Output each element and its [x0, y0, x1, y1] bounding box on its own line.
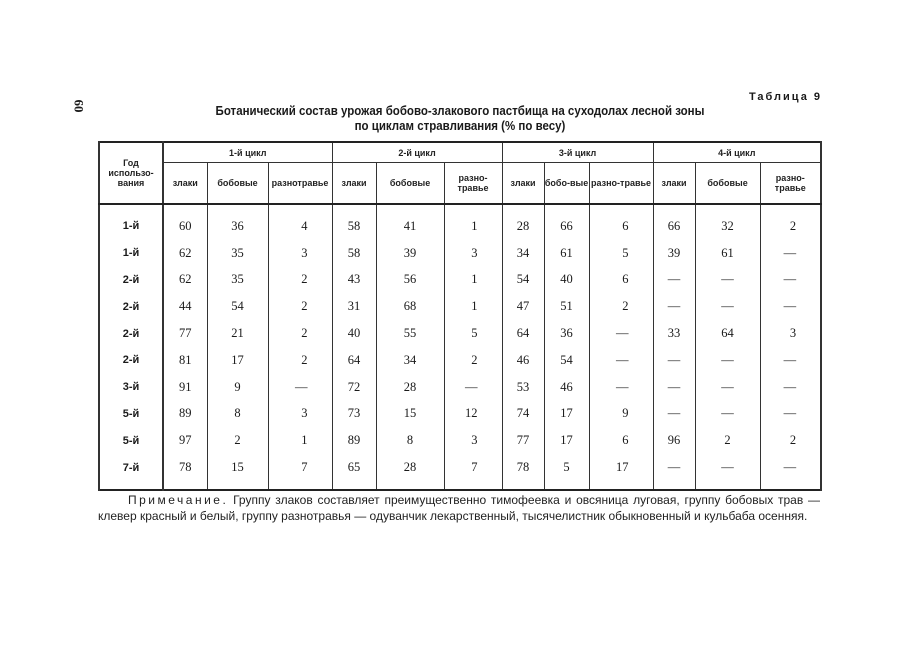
value-cell: 2 [760, 204, 821, 240]
value-cell: 3 [268, 240, 332, 267]
value-cell: 9 [589, 401, 653, 428]
table-label: Таблица 9 [748, 91, 822, 103]
value-cell: — [653, 401, 695, 428]
value-cell: 68 [376, 293, 444, 320]
value-cell: 28 [376, 374, 444, 401]
value-cell: 6 [589, 204, 653, 240]
value-cell: 77 [502, 427, 544, 454]
value-cell: 65 [332, 454, 376, 490]
table-row [99, 401, 821, 428]
value-cell: 17 [544, 401, 589, 428]
value-cell: 2 [589, 293, 653, 320]
value-cell: 21 [207, 320, 268, 347]
page-number: 60 [71, 99, 87, 113]
value-cell: 47 [502, 293, 544, 320]
table-note [98, 492, 820, 524]
value-cell: 2 [444, 347, 502, 374]
value-cell: — [760, 293, 821, 320]
subcolumn-header: злаки [502, 163, 544, 205]
value-cell: 5 [544, 454, 589, 490]
subcolumn-header: злаки [163, 163, 207, 205]
year-cell: 1-й [99, 240, 163, 267]
value-cell: 54 [544, 347, 589, 374]
value-cell: 32 [695, 204, 760, 240]
subcolumn-header: бобовые [207, 163, 268, 205]
value-cell: 64 [502, 320, 544, 347]
value-cell: — [760, 454, 821, 490]
cycle-header: 4-й цикл [653, 142, 821, 163]
subcolumn-header: злаки [653, 163, 695, 205]
table-row [99, 293, 821, 320]
value-cell: 34 [376, 347, 444, 374]
year-column-header: Год использо-вания [99, 142, 163, 204]
value-cell: 58 [332, 204, 376, 240]
value-cell: 8 [376, 427, 444, 454]
subcolumn-header-row [99, 163, 821, 205]
subcolumn-header: бобовые [695, 163, 760, 205]
value-cell: 3 [268, 401, 332, 428]
subcolumn-header: разно-травье [589, 163, 653, 205]
value-cell: 28 [502, 204, 544, 240]
value-cell: 2 [760, 427, 821, 454]
value-cell: — [653, 267, 695, 294]
table-title [156, 104, 763, 134]
note-text: Группу злаков составляет преимущественно тимофеевка и овсяница луговая, группу бобовых трав — клевер красный и белый, группу разнотравья — одуванчик лекарственный, тысячелистник обыкновенный и кульбаба осенняя. [98, 493, 820, 523]
value-cell: 39 [376, 240, 444, 267]
value-cell: 1 [444, 204, 502, 240]
cycle-header: 3-й цикл [502, 142, 653, 163]
value-cell: — [760, 401, 821, 428]
subcolumn-header: злаки [332, 163, 376, 205]
value-cell: 61 [544, 240, 589, 267]
subcolumn-header: разно-травье [444, 163, 502, 205]
value-cell: 44 [163, 293, 207, 320]
value-cell: 64 [695, 320, 760, 347]
year-cell: 2-й [99, 267, 163, 294]
value-cell: 28 [376, 454, 444, 490]
value-cell: 66 [653, 204, 695, 240]
value-cell: 73 [332, 401, 376, 428]
value-cell: 58 [332, 240, 376, 267]
year-cell: 3-й [99, 374, 163, 401]
value-cell: — [589, 374, 653, 401]
value-cell: 2 [268, 347, 332, 374]
value-cell: — [695, 347, 760, 374]
value-cell: — [695, 374, 760, 401]
table-body [99, 204, 821, 490]
value-cell: 39 [653, 240, 695, 267]
value-cell: 41 [376, 204, 444, 240]
value-cell: — [589, 320, 653, 347]
value-cell: 53 [502, 374, 544, 401]
table-row [99, 240, 821, 267]
value-cell: — [695, 401, 760, 428]
value-cell: 62 [163, 267, 207, 294]
title-line-1: Ботанический состав урожая бобово-злакового пастбища на суходолах лесной зоны [215, 104, 705, 118]
value-cell: 64 [332, 347, 376, 374]
value-cell: 54 [502, 267, 544, 294]
value-cell: 17 [207, 347, 268, 374]
year-cell: 7-й [99, 454, 163, 490]
value-cell: 2 [268, 293, 332, 320]
year-cell: 2-й [99, 320, 163, 347]
value-cell: 35 [207, 267, 268, 294]
value-cell: 1 [444, 293, 502, 320]
value-cell: — [760, 240, 821, 267]
subcolumn-header: бобо-вые [544, 163, 589, 205]
value-cell: 60 [163, 204, 207, 240]
value-cell: 96 [653, 427, 695, 454]
year-cell: 2-й [99, 347, 163, 374]
value-cell: 3 [444, 427, 502, 454]
table-row [99, 427, 821, 454]
value-cell: 7 [444, 454, 502, 490]
value-cell: 43 [332, 267, 376, 294]
value-cell: 8 [207, 401, 268, 428]
subcolumn-header: разно-травье [760, 163, 821, 205]
value-cell: — [695, 293, 760, 320]
value-cell: 12 [444, 401, 502, 428]
value-cell: 46 [502, 347, 544, 374]
value-cell: 55 [376, 320, 444, 347]
value-cell: 5 [444, 320, 502, 347]
value-cell: 6 [589, 267, 653, 294]
value-cell: 51 [544, 293, 589, 320]
cycle-header: 1-й цикл [163, 142, 332, 163]
value-cell: 91 [163, 374, 207, 401]
value-cell: — [653, 374, 695, 401]
value-cell: 61 [695, 240, 760, 267]
table-row [99, 347, 821, 374]
value-cell: 2 [695, 427, 760, 454]
value-cell: — [760, 267, 821, 294]
value-cell: — [444, 374, 502, 401]
value-cell: — [653, 293, 695, 320]
table-row [99, 204, 821, 240]
value-cell: 81 [163, 347, 207, 374]
table-row [99, 267, 821, 294]
value-cell: 1 [268, 427, 332, 454]
value-cell: 15 [207, 454, 268, 490]
table-row [99, 320, 821, 347]
subcolumn-header: разнотравье [268, 163, 332, 205]
year-cell: 1-й [99, 204, 163, 240]
value-cell: 89 [163, 401, 207, 428]
value-cell: 36 [207, 204, 268, 240]
value-cell: 9 [207, 374, 268, 401]
value-cell: 15 [376, 401, 444, 428]
value-cell: — [760, 374, 821, 401]
year-cell: 5-й [99, 401, 163, 428]
title-line-2: по циклам стравливания (% по весу) [354, 119, 566, 133]
table-row [99, 454, 821, 490]
value-cell: 74 [502, 401, 544, 428]
value-cell: 77 [163, 320, 207, 347]
year-cell: 2-й [99, 293, 163, 320]
value-cell: — [653, 347, 695, 374]
value-cell: 31 [332, 293, 376, 320]
value-cell: 33 [653, 320, 695, 347]
value-cell: 17 [589, 454, 653, 490]
value-cell: 40 [544, 267, 589, 294]
value-cell: — [695, 267, 760, 294]
value-cell: 36 [544, 320, 589, 347]
value-cell: 6 [589, 427, 653, 454]
value-cell: — [653, 454, 695, 490]
value-cell: 3 [760, 320, 821, 347]
value-cell: 5 [589, 240, 653, 267]
value-cell: 3 [444, 240, 502, 267]
year-cell: 5-й [99, 427, 163, 454]
value-cell: 1 [444, 267, 502, 294]
cycle-header-row [99, 142, 821, 163]
value-cell: 46 [544, 374, 589, 401]
botanical-composition-table [98, 141, 822, 491]
value-cell: 66 [544, 204, 589, 240]
value-cell: 89 [332, 427, 376, 454]
value-cell: 34 [502, 240, 544, 267]
value-cell: — [589, 347, 653, 374]
value-cell: 2 [268, 267, 332, 294]
value-cell: 56 [376, 267, 444, 294]
value-cell: 40 [332, 320, 376, 347]
table-row [99, 374, 821, 401]
value-cell: 72 [332, 374, 376, 401]
value-cell: — [695, 454, 760, 490]
value-cell: 54 [207, 293, 268, 320]
value-cell: 2 [207, 427, 268, 454]
cycle-header: 2-й цикл [332, 142, 502, 163]
value-cell: 78 [163, 454, 207, 490]
subcolumn-header: бобовые [376, 163, 444, 205]
value-cell: 4 [268, 204, 332, 240]
value-cell: — [760, 347, 821, 374]
value-cell: 97 [163, 427, 207, 454]
value-cell: 35 [207, 240, 268, 267]
note-lead: Примечание. [128, 493, 229, 507]
value-cell: 78 [502, 454, 544, 490]
value-cell: 62 [163, 240, 207, 267]
value-cell: 2 [268, 320, 332, 347]
value-cell: 7 [268, 454, 332, 490]
value-cell: 17 [544, 427, 589, 454]
value-cell: — [268, 374, 332, 401]
